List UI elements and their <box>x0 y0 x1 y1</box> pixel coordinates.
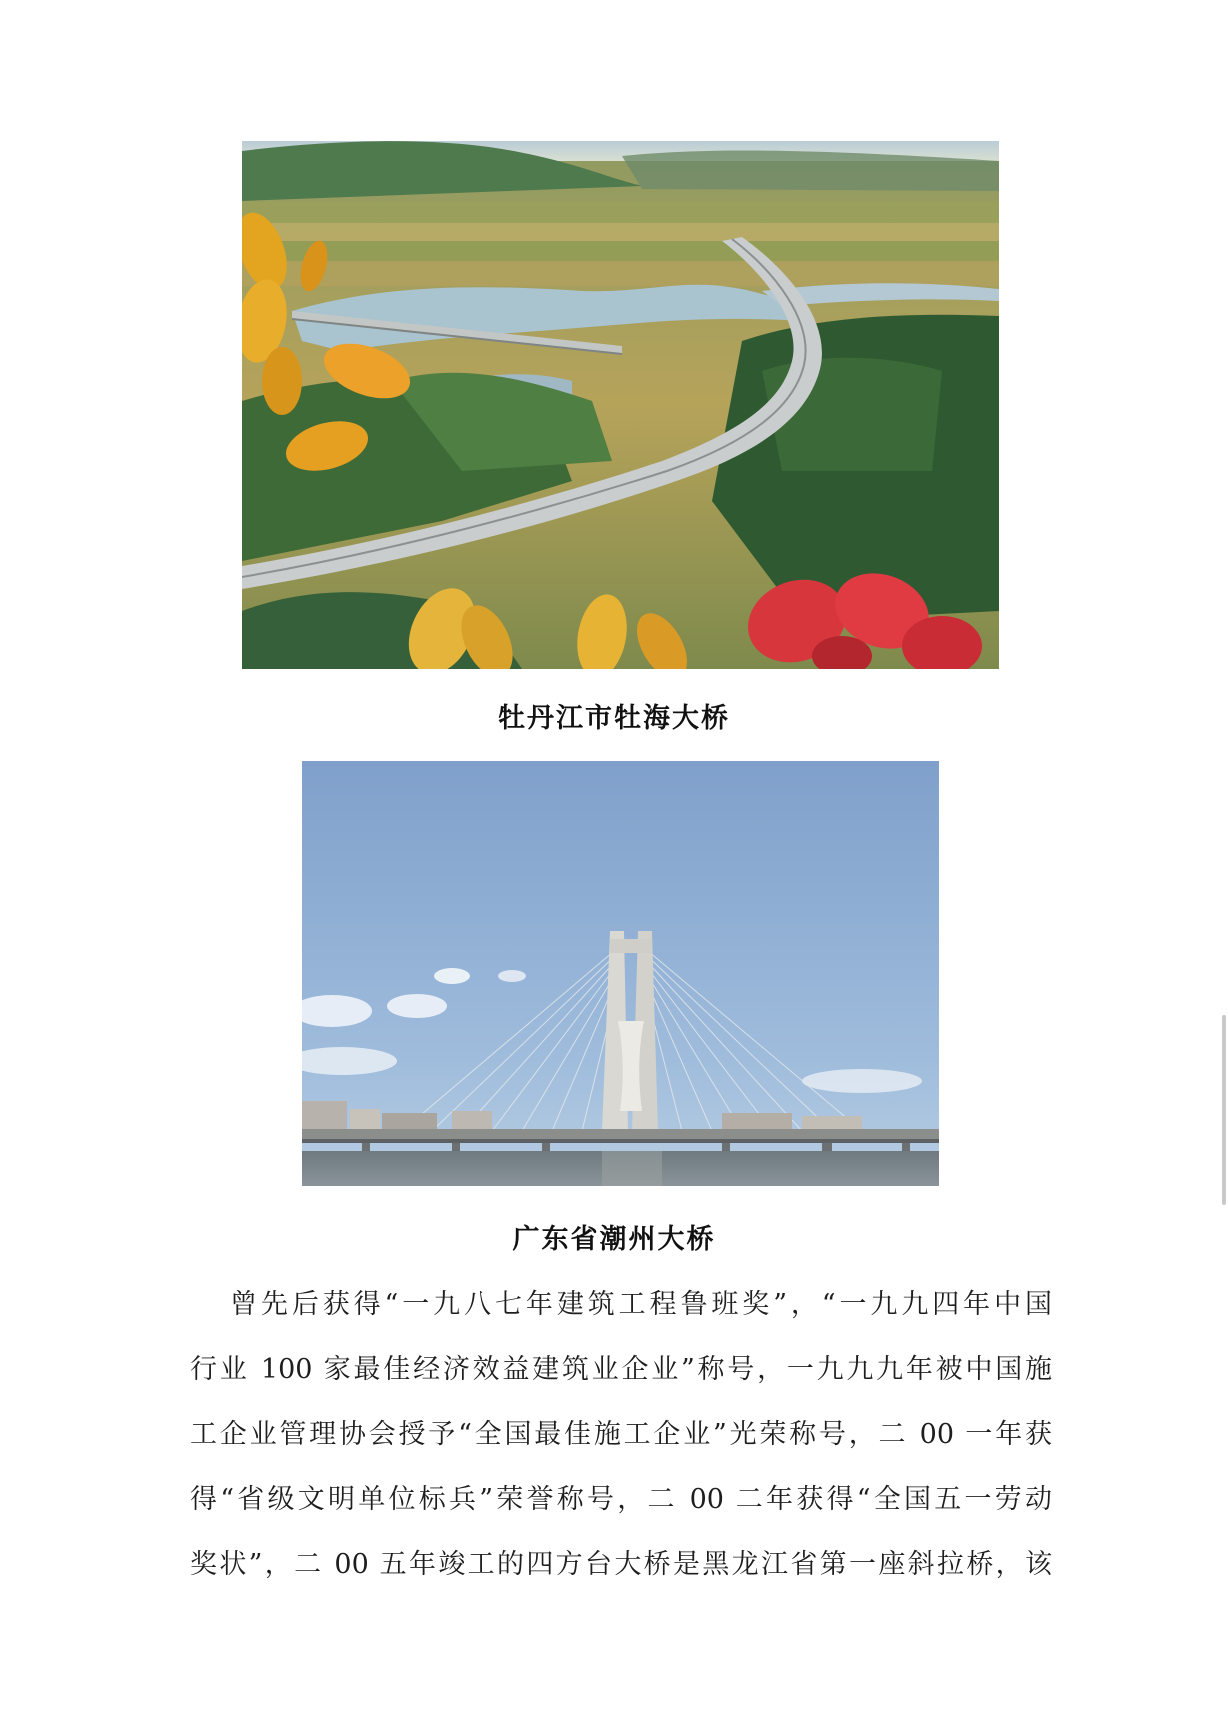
paragraph-line: 得“省级文明单位标兵”荣誉称号，二 00 二年获得“全国五一劳动 <box>190 1484 1052 1515</box>
bridge-photo-mudanjiang <box>242 141 999 669</box>
figure-caption-1: 牡丹江市牡海大桥 <box>498 703 730 734</box>
vertical-scrollbar[interactable] <box>1222 1015 1226 1205</box>
paragraph-line: 工企业管理协会授予“全国最佳施工企业”光荣称号，二 00 一年获 <box>190 1419 1052 1450</box>
paragraph-line: 曾先后获得“一九八七年建筑工程鲁班奖”，“一九九四年中国 <box>230 1289 1052 1320</box>
body-paragraph <box>190 1272 1052 1597</box>
paragraph-line: 奖状”，二 00 五年竣工的四方台大桥是黑龙江省第一座斜拉桥，该 <box>190 1549 1052 1580</box>
paragraph-line: 行业 100 家最佳经济效益建筑业企业”称号，一九九九年被中国施 <box>190 1354 1052 1385</box>
bridge-photo-chaozhou <box>302 761 939 1186</box>
figure-caption-2: 广东省潮州大桥 <box>512 1224 716 1255</box>
